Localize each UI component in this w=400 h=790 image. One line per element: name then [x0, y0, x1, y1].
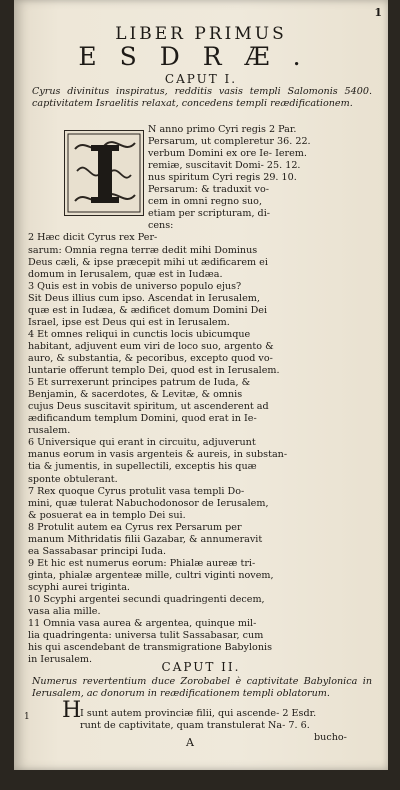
- chapter-1-line: etiam per scripturam, di-: [148, 208, 271, 220]
- chapter-1-line: Benjamin, & sacerdotes, & Levitæ, & omnis: [28, 389, 243, 401]
- chapter-1-line: in Ierusalem.: [28, 654, 93, 666]
- chapter-1-line: habitant, adjuvent eum viri de loco suo, argento &: [28, 340, 274, 352]
- chapter-1-line: tia & jumentis, in supellectili, exceptis his quæ: [28, 461, 257, 473]
- chapter-1-line: Israel, ipse est Deus qui est in Ierusalem.: [28, 316, 230, 328]
- chapter-1-line: Persarum: & traduxit vo-: [148, 184, 269, 196]
- chapter-1-line: manum Mithridatis filii Gazabar, & annumeravit: [28, 533, 263, 545]
- book-title: ESDRÆ.: [78, 42, 324, 71]
- chapter-2-line: bucho-: [314, 732, 347, 743]
- chapter-1-line: rusalem.: [28, 425, 71, 437]
- chapter-2-verse-number: 1: [24, 712, 30, 722]
- chapter-1-line: sarum: Omnia regna terræ dedit mihi Dominus: [28, 244, 258, 256]
- chapter-1-line: cem in omni regno suo,: [148, 196, 263, 208]
- chapter-1-line: remiæ, suscitavit Domi- 25. 12.: [148, 160, 301, 172]
- chapter-1-line: 4 Et omnes reliqui in cunctis locis ubicumque: [28, 328, 251, 340]
- chapter-1-line: 6 Universique qui erant in circuitu, adjuverunt: [28, 437, 256, 449]
- chapter-1-line: his qui ascendebant de transmigratione Babylonis: [28, 642, 272, 654]
- chapter-1-line: 9 Et hic est numerus eorum: Phialæ aureæ tri-: [28, 557, 256, 569]
- chapter-1-line: cens:: [148, 220, 174, 232]
- chapter-1-line: ædificandum templum Domini, quod erat in Ie-: [28, 413, 257, 425]
- signature-mark: A: [186, 736, 194, 749]
- chapter-1-line: 11 Omnia vasa aurea & argentea, quinque mil-: [28, 618, 257, 629]
- chapter-1-line: manus eorum in vasis argenteis & aureis, in substan-: [28, 449, 288, 461]
- chapter-2-summary: Numerus revertentium duce Zorobabel è captivitate Babylonica in Ierusalem, ac donorum in reædificationem templi oblatorum.: [32, 676, 372, 699]
- chapter-1-line: auro, & substantia, & pecoribus, excepto quod vo-: [28, 353, 273, 364]
- chapter-1-line: Deus cæli, & ipse præcepit mihi ut ædificarem ei: [28, 256, 268, 268]
- page-number: 1: [374, 6, 382, 19]
- chapter-1-line: verbum Domini ex ore Ie- Ierem.: [148, 148, 307, 160]
- chapter-1-line: mini, quæ tulerat Nabuchodonosor de Ierusalem,: [28, 497, 269, 509]
- chapter-1-line: N anno primo Cyri regis 2 Par.: [148, 124, 297, 135]
- chapter-2-heading: CAPUT II.: [161, 660, 241, 674]
- chapter-1-line: 7 Rex quoque Cyrus protulit vasa templi Do-: [28, 485, 245, 497]
- chapter-2-line: runt de captivitate, quam transtulerat Na- 7. 6.: [80, 720, 310, 731]
- chapter-1-line: ginta, phialæ argenteæ mille, cultri viginti novem,: [28, 569, 274, 581]
- chapter-1-line: 3 Quis est in vobis de universo populo ejus?: [28, 280, 242, 292]
- chapter-1-heading: CAPUT I.: [164, 72, 238, 86]
- chapter-1-line: & posuerat ea in templo Dei sui.: [28, 509, 186, 521]
- chapter-2-initial: H: [62, 698, 82, 723]
- chapter-1-line: 5 Et surrexerunt principes patrum de Iuda, &: [28, 377, 251, 389]
- chapter-1-line: scyphi aurei triginta.: [28, 581, 130, 593]
- chapter-2-line: I sunt autem provinciæ filii, qui ascende- 2 Esdr.: [80, 708, 317, 719]
- chapter-1-line: domum in Ierusalem, quæ est in Iudæa.: [28, 268, 223, 280]
- chapter-1-line: Sit Deus illius cum ipso. Ascendat in Ierusalem,: [28, 292, 260, 304]
- chapter-1-line: vasa alia mille.: [28, 606, 101, 617]
- chapter-1-line: ea Sassabasar principi Iuda.: [28, 545, 166, 557]
- chapter-1-line: sponte obtulerant.: [28, 473, 118, 485]
- chapter-1-line: lia quadringenta: universa tulit Sassabasar, cum: [28, 630, 264, 642]
- decorated-initial-i-icon: [64, 130, 144, 216]
- chapter-1-line: 10 Scyphi argentei secundi quadringenti decem,: [28, 594, 265, 605]
- running-head: LIBER PRIMUS: [115, 24, 287, 44]
- chapter-1-line: quæ est in Iudæa, & ædificet domum Domini Dei: [28, 304, 268, 316]
- chapter-1-line: luntarie offerunt templo Dei, quod est in Ierusalem.: [28, 365, 280, 376]
- chapter-1-line: nus spiritum Cyri regis 29. 10.: [148, 172, 297, 184]
- chapter-1-line: 2 Hæc dicit Cyrus rex Per-: [28, 232, 158, 244]
- chapter-1-line: Persarum, ut compleretur 36. 22.: [148, 136, 311, 148]
- chapter-1-line: 8 Protulit autem ea Cyrus rex Persarum per: [28, 521, 242, 533]
- book-page: [14, 0, 388, 770]
- chapter-1-line: cujus Deus suscitavit spiritum, ut ascenderent ad: [28, 401, 269, 413]
- chapter-1-summary: Cyrus divinitus inspiratus, redditis vasis templi Salomonis 5400. captivitatem Israelitis relaxat, concedens templi reædificationem.: [32, 86, 372, 109]
